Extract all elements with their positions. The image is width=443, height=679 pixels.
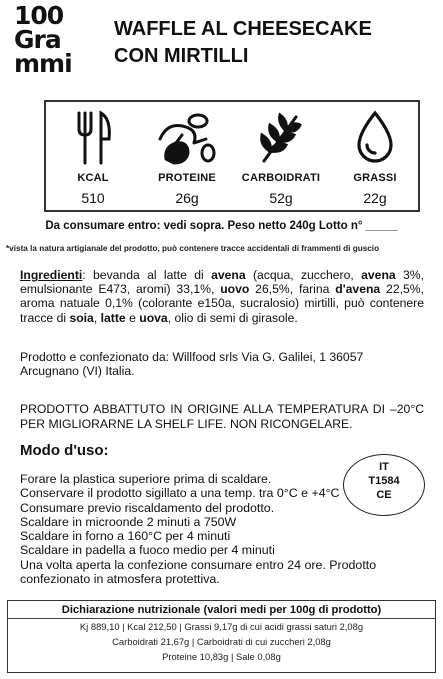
instruction-line: Forare la plastica superiore prima di scaldare. (20, 472, 272, 486)
nutrition-proteine: PROTEINE 26g (140, 102, 234, 210)
expiry-weight-lot: Da consumare entro: vedi sopra. Peso netto 240g Lotto n° _____ (45, 220, 398, 232)
instruction-line: Una volta aperta la confezione consumare entro 24 ore. Prodotto confezionato in atmosfera protettiva. (20, 557, 377, 587)
ingredients-text: Ingredienti: bevanda al latte di avena (acqua, zucchero, avena 3%, emulsionante E473, aromi) 33,1%, uovo 26,5%, farina d'avena 22,5%, aroma natuale 0,1% (colorante e150a, sucralosio) mirtilli, può contenere tracce di soia, latte e uova, olio di semi di girasole. (20, 268, 424, 325)
product-title-line-2: CON MIRTILLI (114, 45, 249, 67)
brand-logo (14, 1, 102, 78)
logo-line-1: 100 (14, 1, 64, 30)
allergen-note: *vista la natura artigianale del prodotto, può contenere tracce accidentali di frammenti di guscio (6, 244, 380, 253)
declaration-row: Carboidrati 21,67g | Carboidrati di cui zuccheri 2,08g (112, 636, 331, 647)
declaration-row: Proteine 10,83g | Sale 0,08g (162, 651, 281, 662)
producer-info: Prodotto e confezionato da: Willfood srls Via G. Galilei, 1 36057 Arcugnano (VI) Italia. (20, 350, 364, 378)
logo-line-3: mmi (14, 49, 72, 78)
declaration-row: Kj 889,10 | Kcal 212,50 | Grassi 9,17g di cui acidi grassi saturi 2,08g (79, 621, 364, 632)
instruction-line: Scaldare in forno a 160°C per 4 minuti (20, 529, 231, 544)
product-title (114, 16, 436, 70)
nutrition-kcal: KCAL 510 (46, 102, 140, 210)
fork-knife-icon (71, 109, 115, 167)
health-mark-badge: IT T1584 CE (343, 454, 425, 516)
nutrition-carboidrati: CARBOIDRATI 52g (234, 102, 328, 210)
frozen-warning: PRODOTTO ABBATTUTO IN ORIGINE ALLA TEMPERATURA DI –20°C PER MIGLIORARNE LA SHELF LIFE. NON RICONGELARE. (20, 402, 424, 431)
oil-drop-icon (353, 109, 397, 167)
product-title-line-1: WAFFLE AL CHEESECAKE (114, 18, 372, 40)
instruction-line: Conservare il prodotto sigillato a una temp. tra 0°C e +4°C (20, 486, 340, 501)
nutrition-declaration (7, 600, 436, 673)
instruction-line: Scaldare in padella a fuoco medio per 4 minuti (20, 543, 275, 558)
instruction-line: Consumare previo riscaldamento del prodotto. (20, 500, 275, 515)
nutrition-grassi: GRASSI 22g (328, 102, 422, 210)
chicken-fish-egg-icon (154, 109, 220, 167)
nutrition-summary-box (44, 100, 420, 212)
usage-title: Modo d'uso: (20, 442, 109, 459)
logo-line-2: Gra (14, 25, 61, 54)
ingredients-label: Ingredienti (20, 268, 83, 282)
instruction-line: Scaldare in microonde 2 minuti a 750W (20, 514, 237, 529)
declaration-title: Dichiarazione nutrizionale (valori medi per 100g di prodotto) (61, 604, 382, 616)
wheat-icon (256, 109, 306, 167)
